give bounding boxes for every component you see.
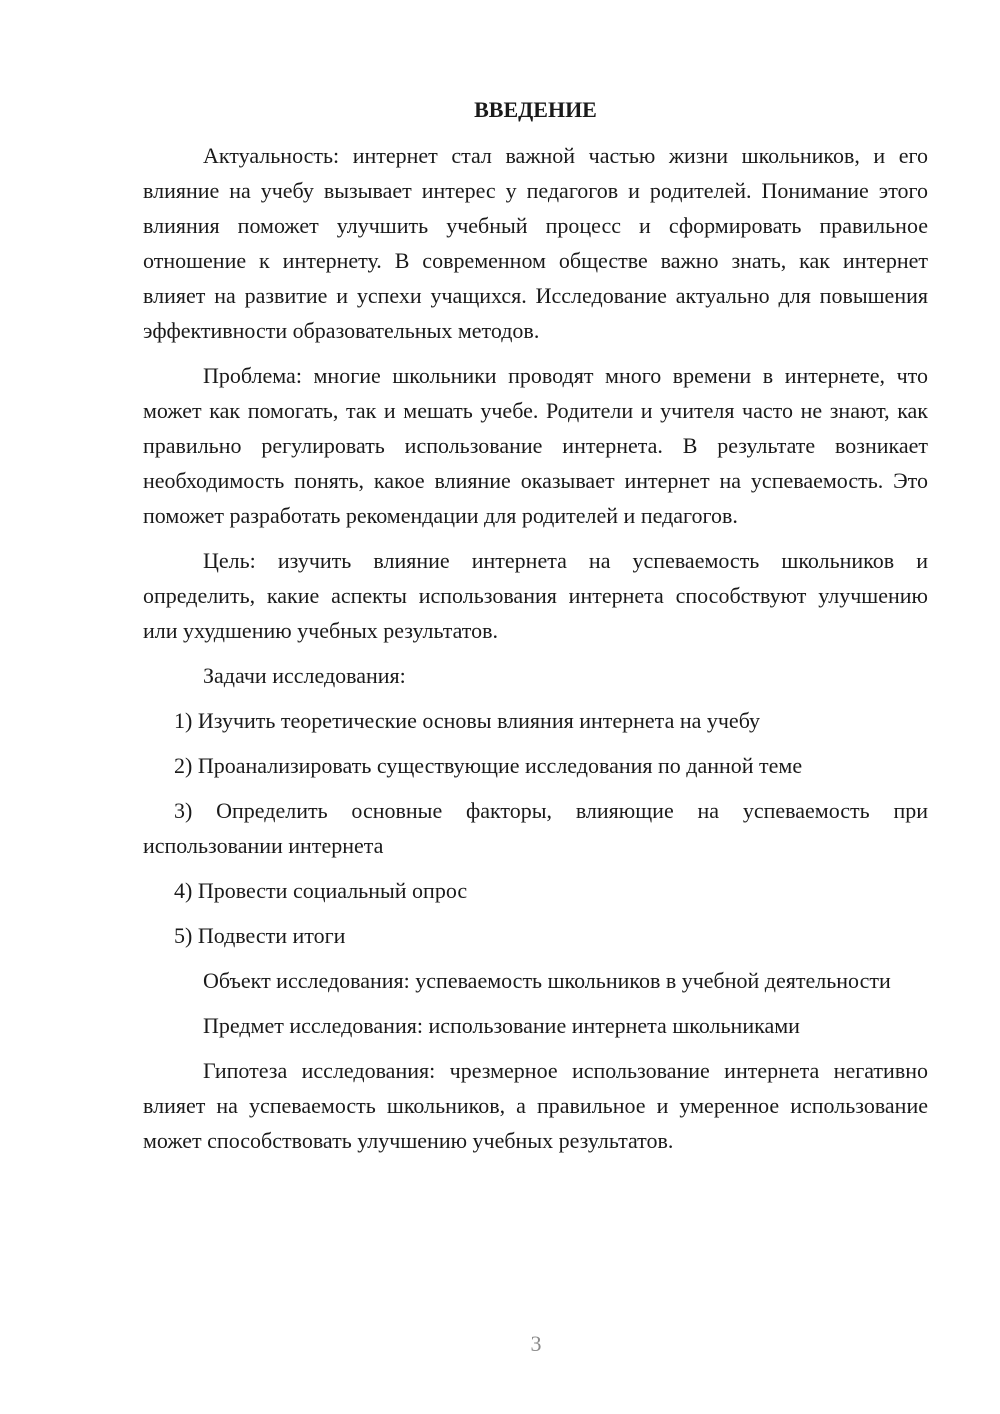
list-item: 3) Определить основные факторы, влияющие на успеваемость при использовании интернета: [143, 798, 928, 858]
list-item: 5) Подвести итоги: [174, 923, 346, 948]
tasks-title: Задачи исследования:: [203, 663, 406, 688]
paragraph-problem: Проблема: многие школьники проводят много времени в интернете, что может как помогать, так и мешать учебе. Родители и учителя часто не знают, как правильно регулировать использование интернета. В результате возникает необходимость понять, какое влияние оказывает интернет на успеваемость. Это поможет разработать рекомендации для родителей и педагогов.: [143, 363, 928, 528]
list-item: 1) Изучить теоретические основы влияния интернета на учебу: [174, 708, 761, 733]
paragraph-hypothesis: Гипотеза исследования: чрезмерное использование интернета негативно влияет на успеваемость школьников, а правильное и умеренное использование может способствовать улучшению учебных результатов.: [143, 1058, 928, 1153]
page-number: 3: [530, 1331, 542, 1356]
list-item: 4) Провести социальный опрос: [174, 878, 468, 903]
section-heading: ВВЕДЕНИЕ: [474, 97, 597, 122]
page-content: [143, 92, 928, 1168]
paragraph-object: Объект исследования: успеваемость школьников в учебной деятельности: [203, 968, 891, 993]
tasks-list: [143, 703, 928, 953]
list-item: 2) Проанализировать существующие исследования по данной теме: [174, 753, 803, 778]
paragraph-goal: Цель: изучить влияние интернета на успеваемость школьников и определить, какие аспекты использования интернета способствуют улучшению или ухудшению учебных результатов.: [143, 548, 928, 643]
paragraph-subject: Предмет исследования: использование интернета школьниками: [203, 1013, 800, 1038]
paragraph-relevance: Актуальность: интернет стал важной частью жизни школьников, и его влияние на учебу вызывает интерес у педагогов и родителей. Понимание этого влияния поможет улучшить учебный процесс и сформировать правильное отношение к интернету. В современном обществе важно знать, как интернет влияет на развитие и успехи учащихся. Исследование актуально для повышения эффективности образовательных методов.: [143, 143, 928, 343]
